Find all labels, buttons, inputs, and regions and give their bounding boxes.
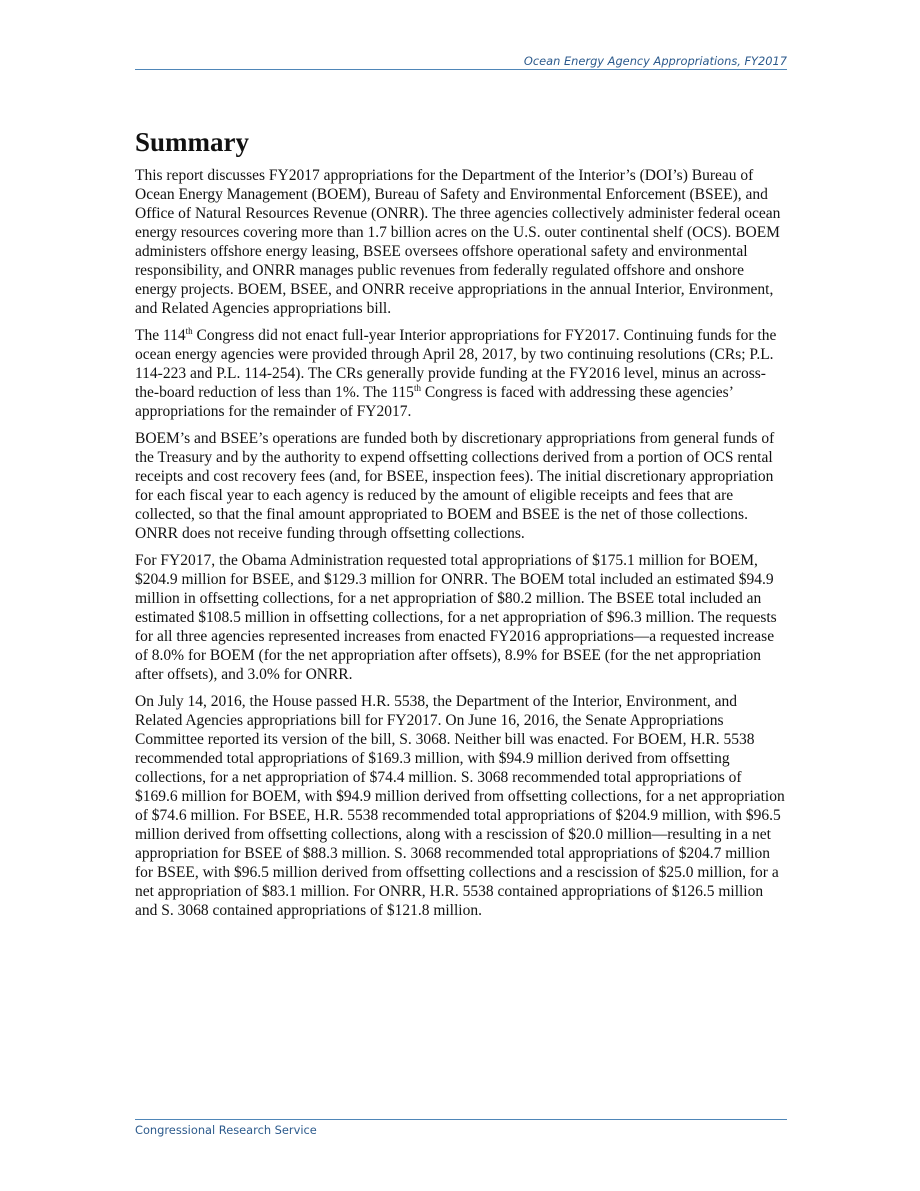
header-divider [135, 69, 787, 70]
footer-divider [135, 1119, 787, 1120]
summary-section [135, 124, 787, 928]
running-header: Ocean Energy Agency Appropriations, FY2017 [523, 54, 787, 68]
paragraph-budget-request: For FY2017, the Obama Administration requested total appropriations of $175.1 million for BOEM, $204.9 million for BSEE, and $129.3 million for ONRR. The BOEM total included an estimated $94.9 million in offsetting collections, for a net appropriation of $80.2 million. The BSEE total included an estimated $108.5 million in offsetting collections, for a net appropriation of $96.3 million. The requests for all three agencies represented increases from enacted FY2016 appropriations—a requested increase of 8.0% for BOEM (for the net appropriation after offsets), 8.9% for BSEE (for the net appropriation after offsets), and 3.0% for ONRR. [135, 552, 777, 683]
ordinal-superscript: th [413, 382, 421, 393]
running-footer: Congressional Research Service [135, 1123, 317, 1137]
paragraph-text: Congress did not enact full-year Interior appropriations for FY2017. Continuing funds for the ocean energy agencies were provided through April 28, 2017, by two continuing resolutions (CRs; P.L. 114-223 and P.L. 114-254). The CRs generally provide funding at the FY2016 level, minus an across-the-board reduction of less than 1%. The 115 [135, 327, 777, 401]
ordinal-superscript: th [185, 325, 193, 336]
paragraph-overview: This report discusses FY2017 appropriations for the Department of the Interior’s (DOI’s) Bureau of Ocean Energy Management (BOEM), Bureau of Safety and Environmental Enforcement (BSEE), and Office of Natural Resources Revenue (ONRR). The three agencies collectively administer federal ocean energy resources covering more than 1.7 billion acres on the U.S. outer continental shelf (OCS). BOEM administers offshore energy leasing, BSEE oversees offshore operational safety and environmental responsibility, and ONRR manages public revenues from federally regulated offshore and onshore energy projects. BOEM, BSEE, and ONRR receive appropriations in the annual Interior, Environment, and Related Agencies appropriations bill. [135, 167, 781, 317]
paragraph-text: The 114 [135, 327, 186, 344]
paragraph-continuing-resolutions [135, 326, 787, 421]
paragraph-funding-structure: BOEM’s and BSEE’s operations are funded both by discretionary appropriations from general funds of the Treasury and by the authority to expend offsetting collections derived from a portion of OCS rental receipts and cost recovery fees (and, for BSEE, inspection fees). The initial discretionary appropriation for each fiscal year to each agency is reduced by the amount of eligible receipts and fees that are collected, so that the final amount appropriated to BOEM and BSEE is the net of those collections. ONRR does not receive funding through offsetting collections. [135, 430, 775, 542]
paragraph-text: Congress is faced with addressing these agencies’ appropriations for the remainder of FY2017. [135, 384, 733, 420]
paragraph-legislation: On July 14, 2016, the House passed H.R. 5538, the Department of the Interior, Environment, and Related Agencies appropriations bill for FY2017. On June 16, 2016, the Senate Appropriations Committee reported its version of the bill, S. 3068. Neither bill was enacted. For BOEM, H.R. 5538 recommended total appropriations of $169.3 million, with $94.9 million derived from offsetting collections, for a net appropriation of $74.4 million. S. 3068 recommended total appropriations of $169.6 million for BOEM, with $94.9 million derived from offsetting collections, for a net appropriation of $74.6 million. For BSEE, H.R. 5538 recommended total appropriations of $204.9 million, with $96.5 million derived from offsetting collections, along with a rescission of $20.0 million—resulting in a net appropriation for BSEE of $88.3 million. S. 3068 recommended total appropriations of $204.7 million for BSEE, with $96.5 million derived from offsetting collections and a rescission of $25.0 million, for a net appropriation of $83.1 million. For ONRR, H.R. 5538 contained appropriations of $126.5 million and S. 3068 contained appropriations of $121.8 million. [135, 693, 785, 919]
section-title: Summary [135, 127, 249, 157]
